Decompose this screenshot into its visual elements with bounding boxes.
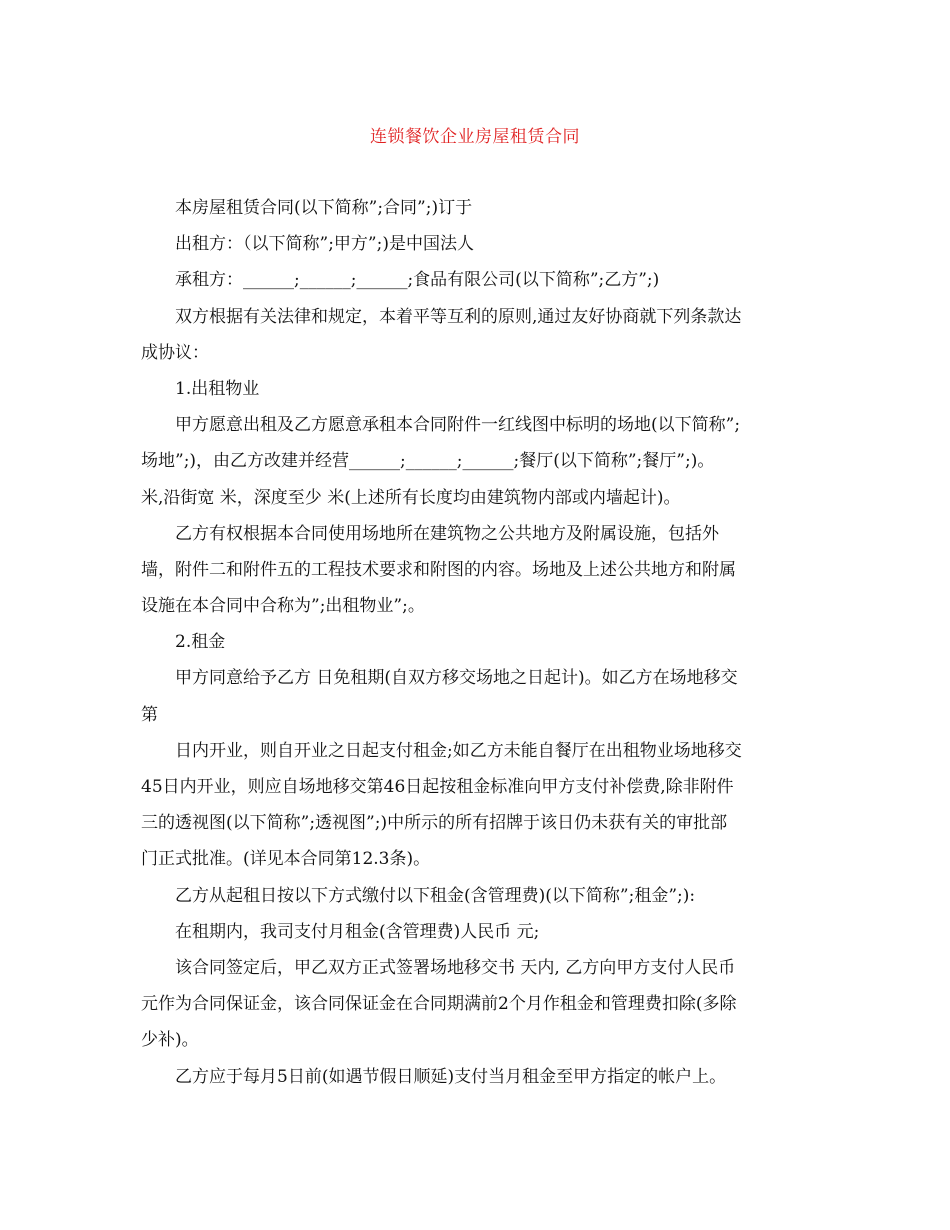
text-line: 承租方：______;______;______;食品有限公司(以下简称”;乙方”;) <box>175 270 660 291</box>
text-line: 双方根据有关法律和规定，本着平等互利的原则,通过友好协商就下列条款达 <box>175 306 742 327</box>
text-line: 三的透视图(以下简称”;透视图”;)中所示的所有招牌于该日仍未获有关的审批部 <box>141 813 728 834</box>
text-line: 45日内开业，则应自场地移交第46日起按租金标准向甲方支付补偿费,除非附件 <box>141 777 734 797</box>
text-line: 在租期内，我司支付月租金(含管理费)人民币 元; <box>175 921 540 942</box>
document-title: 连锁餐饮企业房屋租赁合同 <box>370 127 580 147</box>
text-line: 场地”;)，由乙方改建并经营______;______;______;餐厅(以下简称”;餐厅”;)。 <box>141 451 715 472</box>
text-line: 1.出租物业 <box>175 378 260 399</box>
text-line: 乙方从起租日按以下方式缴付以下租金(含管理费)(以下简称”;租金”;): <box>175 885 696 906</box>
text-line: 出租方：（以下简称”;甲方”;)是中国法人 <box>175 234 474 255</box>
text-line: 乙方有权根据本合同使用场地所在建筑物之公共地方及附属设施，包括外 <box>175 523 719 544</box>
text-line: 少补)。 <box>141 1030 199 1051</box>
text-line: 甲方愿意出租及乙方愿意承租本合同附件一红线图中标明的场地(以下简称”; <box>175 415 741 436</box>
text-line: 成协议： <box>141 342 209 363</box>
text-line: 2.租金 <box>175 632 226 653</box>
text-line: 设施在本合同中合称为”;出租物业”;。 <box>141 596 425 617</box>
text-line: 乙方应于每月5日前(如遇节假日顺延)支付当月租金至甲方指定的帐户上。 <box>175 1066 727 1087</box>
text-line: 本房屋租赁合同(以下简称”;合同”;)订于 <box>175 198 473 218</box>
text-line: 米,沿街宽 米，深度至少 米(上述所有长度均由建筑物内部或内墙起计)。 <box>141 487 681 508</box>
text-line: 元作为合同保证金，该合同保证金在合同期满前2个月作租金和管理费扣除(多除 <box>141 994 737 1015</box>
text-line: 墙，附件二和附件五的工程技术要求和附图的内容。场地及上述公共地方和附属 <box>141 559 736 580</box>
text-line: 该合同签定后，甲乙双方正式签署场地移交书 天内, 乙方向甲方支付人民币 <box>175 957 736 978</box>
text-line: 第 <box>141 704 158 725</box>
text-line: 门正式批准。(详见本合同第12.3条)。 <box>141 849 431 870</box>
text-line: 甲方同意给予乙方 日免租期(自双方移交场地之日起计)。如乙方在场地移交 <box>175 668 738 689</box>
document-body <box>141 190 809 1095</box>
text-line: 日内开业，则自开业之日起支付租金;如乙方未能自餐厅在出租物业场地移交 <box>175 740 742 761</box>
